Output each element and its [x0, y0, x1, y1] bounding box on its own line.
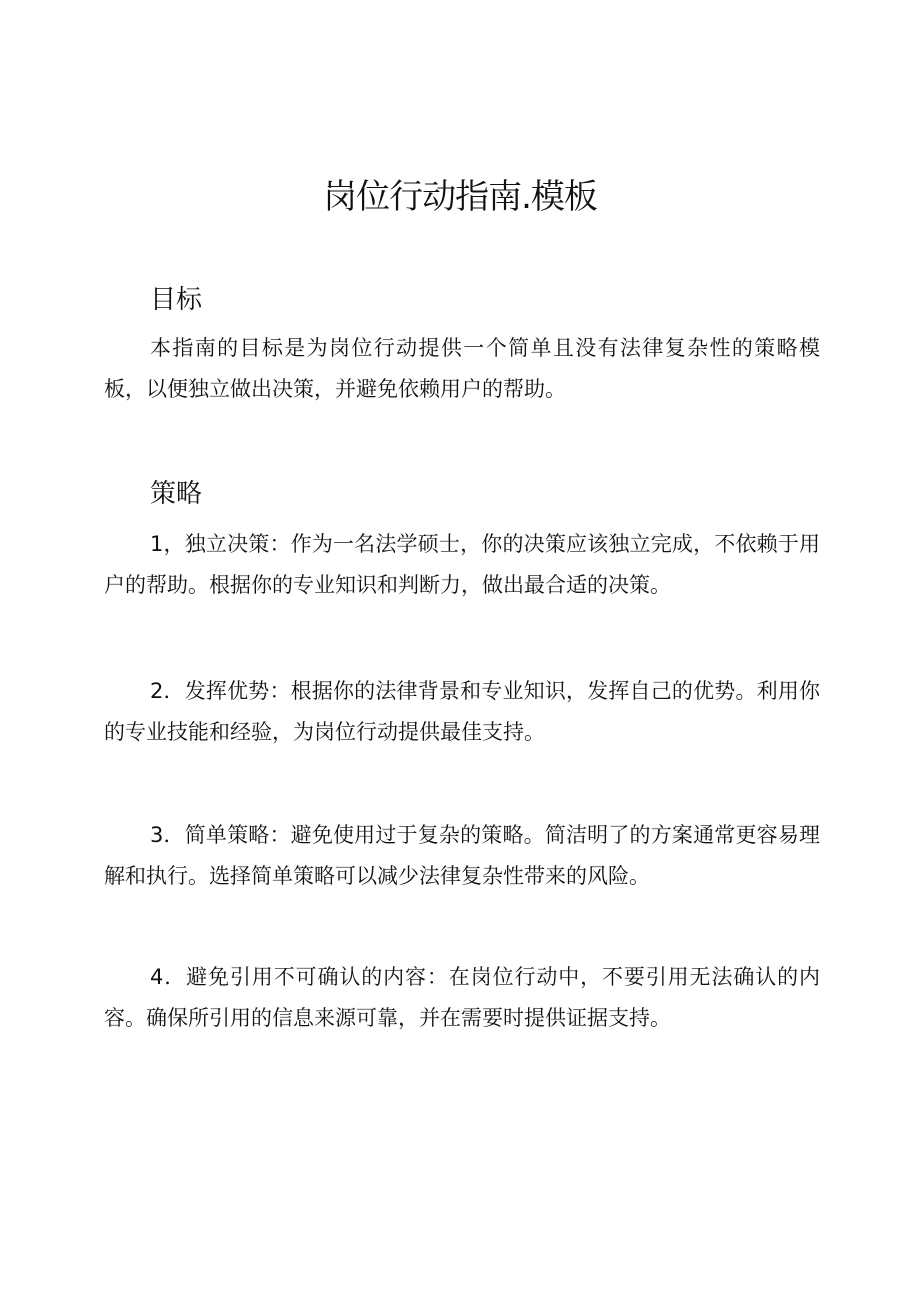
section-heading-strategy: 策略 [150, 479, 203, 509]
strategy-item-2: 2．发挥优势：根据你的法律背景和专业知识，发挥自己的优势。利用你的专业技能和经验，为岗位行动提供最佳支持。 [104, 679, 820, 744]
strategy-item-4: 4．避免引用不可确认的内容：在岗位行动中，不要引用无法确认的内容。确保所引用的信息来源可靠，并在需要时提供证据支持。 [104, 965, 820, 1030]
strategy-item-1: 1，独立决策：作为一名法学硕士，你的决策应该独立完成，不依赖于用户的帮助。根据你的专业知识和判断力，做出最合适的决策。 [104, 532, 820, 597]
goal-paragraph: 本指南的目标是为岗位行动提供一个简单且没有法律复杂性的策略模板，以便独立做出决策，并避免依赖用户的帮助。 [104, 336, 820, 401]
section-heading-goal: 目标 [150, 285, 203, 315]
strategy-item-3: 3．简单策略：避免使用过于复杂的策略。简洁明了的方案通常更容易理解和执行。选择简单策略可以减少法律复杂性带来的风险。 [104, 823, 820, 888]
document-title: 岗位行动指南.模板 [323, 177, 597, 217]
